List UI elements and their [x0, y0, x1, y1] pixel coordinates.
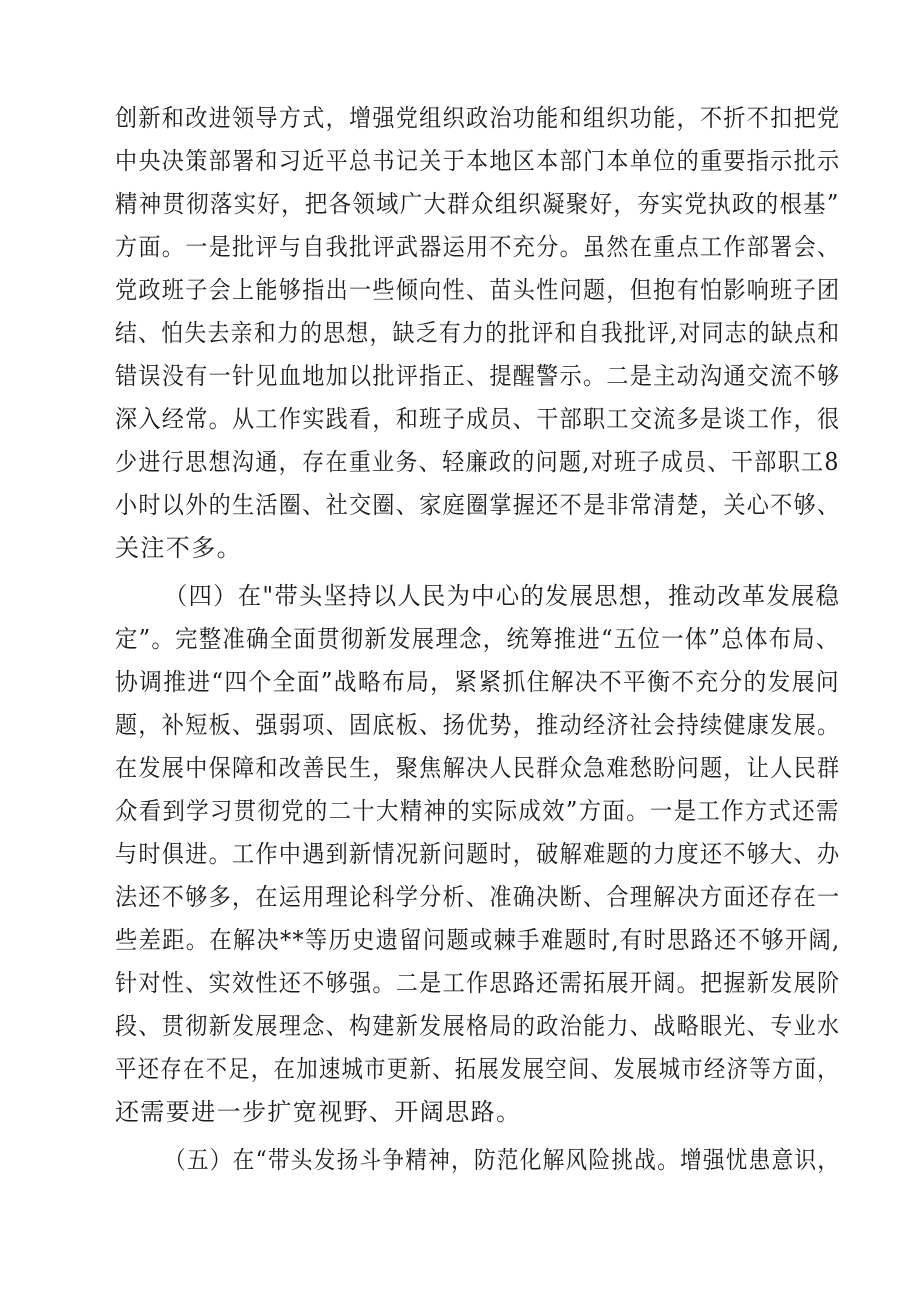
text-line: 法还不够多，在运用理论科学分析、准确决断、合理解决方面还存在一 [115, 883, 841, 911]
text-line: 创新和改进领导方式，增强党组织政治功能和组织功能，不折不扣把党 [115, 104, 841, 132]
text-line: 段、贯彻新发展理念、构建新发展格局的政治能力、战略眼光、专业水 [115, 1012, 841, 1040]
text-line: 小时以外的生活圈、社交圈、家庭圈掌握还不是非常清楚，关心不够、 [115, 491, 841, 519]
text-line: 关注不多。 [115, 534, 242, 562]
paragraph-heading-5: （五）在“带头发扬斗争精神，防范化解风险挑战。增强忧患意识， [164, 1146, 841, 1174]
text-line: 定”。完整准确全面贯彻新发展理念，统筹推进“五位一体”总体布局、 [115, 625, 840, 653]
text-line: 中央决策部署和习近平总书记关于本地区本部门本单位的重要指示批示 [115, 147, 841, 175]
text-line: 众看到学习贯彻党的二十大精神的实际成效”方面。一是工作方式还需 [115, 797, 840, 825]
text-line: 方面。一是批评与自我批评武器运用不充分。虽然在重点工作部署会、 [115, 233, 841, 261]
text-line: 错误没有一针见血地加以批评指正、提醒警示。二是主动沟通交流不够 [115, 362, 841, 390]
text-line: 还需要进一步扩宽视野、开阔思路。 [115, 1098, 522, 1126]
text-line: 针对性、实效性还不够强。二是工作思路还需拓展开阔。把握新发展阶 [115, 969, 841, 997]
text-line: 少进行思想沟通，存在重业务、轻廉政的问题,对班子成员、干部职工8 [115, 448, 840, 476]
text-line: 精神贯彻落实好，把各领域广大群众组织凝聚好，夯实党执政的根基” [115, 190, 840, 218]
text-line: 在发展中保障和改善民生，聚焦解决人民群众急难愁盼问题，让人民群 [115, 754, 841, 782]
text-line: 结、怕失去亲和力的思想，缺乏有力的批评和自我批评,对同志的缺点和 [115, 319, 841, 347]
text-line: 协调推进“四个全面”战略布局，紧紧抓住解决不平衡不充分的发展问 [115, 668, 840, 696]
text-line: 与时俱进。工作中遇到新情况新问题时，破解难题的力度还不够大、办 [115, 840, 841, 868]
text-line: 党政班子会上能够指出一些倾向性、苗头性问题，但抱有怕影响班子团 [115, 276, 841, 304]
text-line: 平还存在不足，在加速城市更新、拓展发展空间、发展城市经济等方面， [115, 1055, 840, 1083]
paragraph-heading-4: （四）在"带头坚持以人民为中心的发展思想，推动改革发展稳 [164, 582, 841, 610]
text-line: 些差距。在解决**等历史遗留问题或棘手难题时,有时思路还不够开阔, [115, 926, 841, 954]
text-line: 题，补短板、强弱项、固底板、扬优势，推动经济社会持续健康发展。 [115, 711, 841, 739]
text-line: 深入经常。从工作实践看，和班子成员、干部职工交流多是谈工作，很 [115, 405, 841, 433]
